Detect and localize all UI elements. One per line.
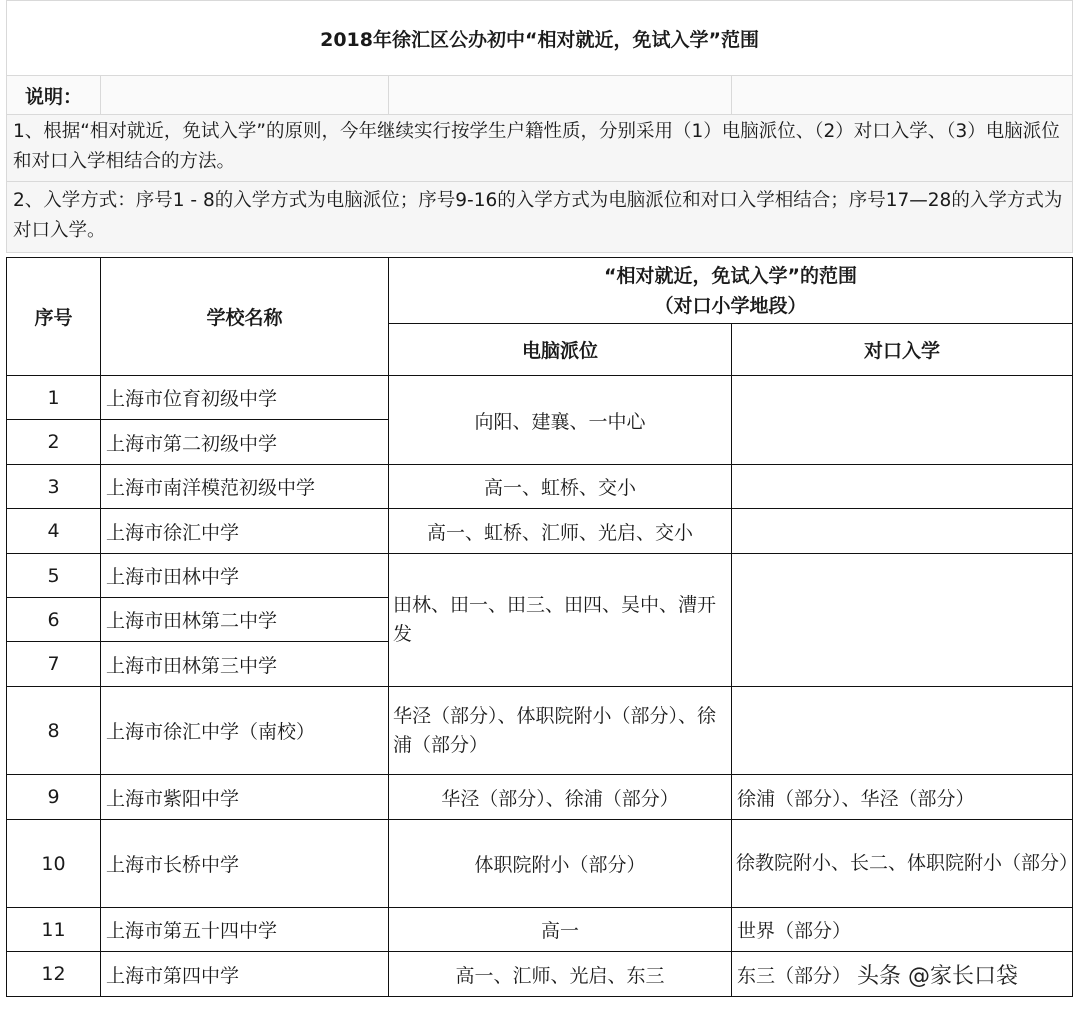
range-header bbox=[389, 258, 1073, 324]
direct-cell bbox=[732, 687, 1073, 775]
seq-cell: 1 bbox=[7, 376, 101, 420]
direct-cell bbox=[732, 554, 1073, 687]
seq-cell: 5 bbox=[7, 554, 101, 598]
seq-cell: 3 bbox=[7, 465, 101, 509]
computer-cell: 华泾（部分）、徐浦（部分） bbox=[389, 775, 732, 820]
direct-cell bbox=[732, 465, 1073, 509]
direct-cell bbox=[732, 509, 1073, 554]
direct-header: 对口入学 bbox=[732, 324, 1073, 376]
direct-cell bbox=[732, 376, 1073, 465]
school-cell: 上海市徐汇中学（南校） bbox=[101, 687, 389, 775]
seq-cell: 6 bbox=[7, 598, 101, 642]
school-cell: 上海市田林中学 bbox=[101, 554, 389, 598]
computer-cell: 高一、虹桥、交小 bbox=[389, 465, 732, 509]
direct-cell: 东三（部分） bbox=[732, 952, 1073, 997]
school-cell: 上海市第五十四中学 bbox=[101, 908, 389, 952]
seq-cell: 2 bbox=[7, 420, 101, 465]
direct-cell: 徐浦（部分）、华泾（部分） bbox=[732, 775, 1073, 820]
empty-cell bbox=[101, 76, 389, 115]
watermark: 头条 @家长口袋 bbox=[853, 959, 1022, 990]
school-cell: 上海市紫阳中学 bbox=[101, 775, 389, 820]
computer-header: 电脑派位 bbox=[389, 324, 732, 376]
empty-cell bbox=[389, 76, 732, 115]
computer-cell: 体职院附小（部分） bbox=[389, 820, 732, 908]
page-title: 2018年徐汇区公办初中“相对就近，免试入学”范围 bbox=[7, 1, 1073, 76]
seq-header: 序号 bbox=[7, 258, 101, 376]
seq-cell: 9 bbox=[7, 775, 101, 820]
school-cell: 上海市南洋模范初级中学 bbox=[101, 465, 389, 509]
seq-cell: 12 bbox=[7, 952, 101, 997]
school-cell: 上海市田林第三中学 bbox=[101, 642, 389, 687]
seq-cell: 7 bbox=[7, 642, 101, 687]
computer-cell: 向阳、建襄、一中心 bbox=[389, 376, 732, 465]
seq-cell: 8 bbox=[7, 687, 101, 775]
direct-cell: 徐教院附小、长二、体职院附小（部分） bbox=[732, 820, 1073, 908]
header-table bbox=[6, 0, 1073, 253]
empty-cell bbox=[732, 76, 1073, 115]
computer-cell: 高一、虹桥、汇师、光启、交小 bbox=[389, 509, 732, 554]
note-2: 2、入学方式：序号1 - 8的入学方式为电脑派位；序号9-16的入学方式为电脑派位和对口入学相结合；序号17—28的入学方式为对口入学。 bbox=[7, 182, 1073, 253]
explanation-label: 说明： bbox=[7, 76, 101, 115]
school-cell: 上海市第四中学 bbox=[101, 952, 389, 997]
direct-cell: 世界（部分） bbox=[732, 908, 1073, 952]
note-1: 1、根据“相对就近，免试入学”的原则，今年继续实行按学生户籍性质，分别采用（1）电脑派位、（2）对口入学、（3）电脑派位和对口入学相结合的方法。 bbox=[7, 115, 1073, 182]
computer-cell: 高一、汇师、光启、东三 bbox=[389, 952, 732, 997]
school-cell: 上海市田林第二中学 bbox=[101, 598, 389, 642]
seq-cell: 10 bbox=[7, 820, 101, 908]
computer-cell: 田林、田一、田三、田四、吴中、漕开发 bbox=[389, 554, 732, 687]
range-header-line1: “相对就近，免试入学”的范围 bbox=[604, 264, 857, 287]
seq-cell: 11 bbox=[7, 908, 101, 952]
school-cell: 上海市第二初级中学 bbox=[101, 420, 389, 465]
school-cell: 上海市徐汇中学 bbox=[101, 509, 389, 554]
school-cell: 上海市长桥中学 bbox=[101, 820, 389, 908]
schools-table bbox=[6, 257, 1079, 997]
school-header: 学校名称 bbox=[101, 258, 389, 376]
computer-cell: 华泾（部分）、体职院附小（部分）、徐浦（部分） bbox=[389, 687, 732, 775]
school-cell: 上海市位育初级中学 bbox=[101, 376, 389, 420]
range-header-line2: （对口小学地段） bbox=[654, 294, 807, 317]
seq-cell: 4 bbox=[7, 509, 101, 554]
computer-cell: 高一 bbox=[389, 908, 732, 952]
